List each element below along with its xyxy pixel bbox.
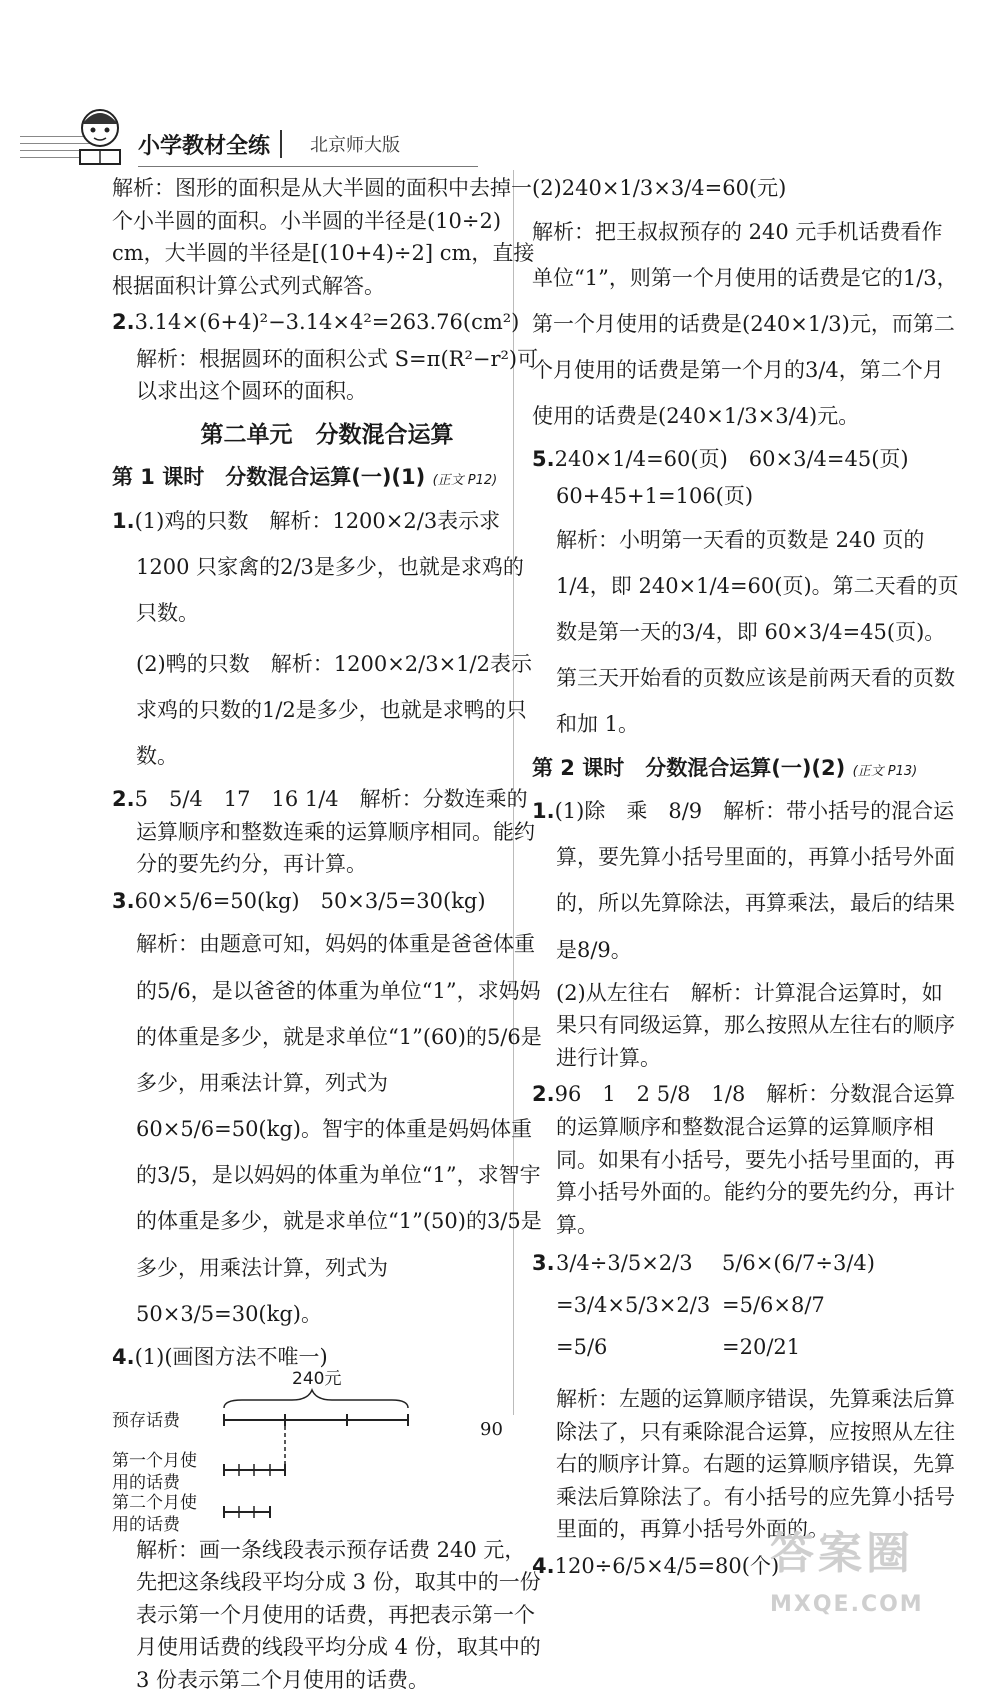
page-header [20,100,470,170]
line-segment-diagram [112,1368,542,1535]
header-separator [280,130,282,158]
item-number: 3. [112,888,135,913]
answer-analysis: 解析：由题意可知，妈妈的体重是爸爸体重的5/6，是以爸爸的体重为单位“1”，求妈妈的体重是多少，就是求单位“1”(60)的5/6是多少，用乘法计算，列式为 60×5/6=50(kg)。智宇的体重是妈妈体重的3/5，是以妈妈的体重为单位“1”，求智宇的体重是多少，就是求单位“1”(50)的3/5是多少，用乘法计算，列式为50×3/5=30(kg)。 [136,932,542,1326]
watermark-site: MXQE.COM [770,1592,924,1618]
answer-text: (2)鸭的只数 解析：1200×2/3×1/2表示求鸡的只数的1/2是多少，也就是求鸭的只数。 [136,651,532,768]
lesson-ref: (正文 P12) [432,473,498,489]
lesson-title: 第 1 课时 分数混合运算(一)(1) [112,465,426,490]
calc-block [532,1247,962,1377]
answer-text: 240×1/4=60(页) 60×3/4=45(页) [554,447,909,472]
answer-analysis: 解析：小明第一天看的页数是 240 页的1/4，即 240×1/4=60(页)。第二天看的页数是第一天的3/4，即 60×3/4=45(页)。第三天开始看的页数应该是前两天看的页数和加 1。 [556,527,959,737]
answer-text: 5 5/4 17 16 1/4 解析：分数连乘的运算顺序和整数连乘的运算顺序相同。能约分的要先约分，再计算。 [134,787,535,877]
watermark-logo [770,1520,980,1618]
answer-analysis: 解析：把王叔叔预存的 240 元手机话费看作单位“1”，则第一个月使用的话费是它的1/3，第一个月使用的话费是(240×1/3)元，而第二个月使用的话费是第一个月的3/4，第二个月使用的话费是(240×1/3×3/4)元。 [532,219,958,429]
calc-left-step: =3/4×5/3×2/3 [556,1293,711,1318]
header-underline [138,166,478,167]
answer-text: 60+45+1=106(页) [556,484,754,509]
answer-analysis: 解析：画一条线段表示预存话费 240 元，先把这条线段平均分成 3 份，取其中的一份表示第一个月使用的话费，再把表示第一个月使用话费的线段平均分成 4 份，取其中的 3 份表示第二个月使用的话费。 [136,1537,541,1692]
calc-right-step: =20/21 [722,1335,801,1360]
item-number: 2. [112,787,135,812]
diagram-row-label: 第二个月使用的话费 [112,1492,197,1535]
item-number: 2. [532,1082,555,1107]
answer-analysis: 解析：左题的运算顺序错误，先算乘法后算除法了，只有乘除混合运算，应按照从左往右的顺序计算。右题的运算顺序错误，先算乘法后算除法了。有小括号的应先算小括号里面的，再算小括号外面的。 [556,1387,955,1542]
answer-item [112,885,542,918]
answer-text: (1)除 乘 8/9 解析：带小括号的混合运算，要先算小括号里面的，再算小括号外面的，所以先算除法，再算乘法，最后的结果是8/9。 [554,799,955,962]
answer-text: 60×5/6=50(kg) 50×3/5=30(kg) [134,888,486,913]
item-number: 4. [112,1345,135,1370]
left-column [112,172,542,1700]
lesson-title: 第 2 课时 分数混合运算(一)(2) [532,755,846,780]
item-number: 1. [112,509,135,534]
answer-text: 96 1 2 5/8 1/8 解析：分数混合运算的运算顺序和整数混合运算的运算顺序相同。如果有小括号，要先小括号里面的，再算小括号外面的。能约分的要先约分，再计算。 [554,1082,956,1237]
answer-text: 120÷6/5×4/5=80(个) [554,1553,780,1578]
answer-text: (1)(画图方法不唯一) [134,1345,328,1370]
answer-text: (1)鸡的只数 解析：1200×2/3表示求 1200 只家禽的2/3是多少，也就是求鸡的只数。 [134,509,524,626]
item-number: 2. [112,310,135,335]
diagram-row-label: 预存话费 [112,1410,180,1431]
answer-text: (2)240×1/3×3/4=60(元) [532,176,787,200]
page-number: 90 [480,1419,503,1440]
answer-item [532,788,962,973]
calc-left-step: 3/4÷3/5×2/3 [556,1251,693,1276]
diagram-row-label: 第一个月使用的话费 [112,1450,197,1493]
item-number: 5. [532,447,555,472]
answer-text: (2)从左往右 解析：计算混合运算时，如果只有同级运算，那么按照从左往右的顺序进行计算。 [556,980,955,1070]
lesson-ref: (正文 P13) [852,763,918,779]
lesson-heading [532,752,962,785]
answer-analysis: 解析：根据圆环的面积公式 S=π(R²−r²)可以求出这个圆环的面积。 [136,346,539,404]
diagram-total-label: 240元 [292,1368,342,1389]
calc-right-step: =5/6×8/7 [722,1293,825,1318]
answer-text: 3.14×(6+4)²−3.14×4²=263.76(cm²) [134,310,520,335]
answer-analysis: 解析：图形的面积是从大半圆的面积中去掉一个小半圆的面积。小半圆的半径是(10÷2) cm，大半圆的半径是[(10+4)÷2] cm，直接根据面积计算公式列式解答。 [112,176,535,298]
answer-item [112,498,542,637]
book-title: 小学教材全练 [138,134,271,159]
unit-title: 第二单元 分数混合运算 [200,421,454,448]
calc-left-step: =5/6 [556,1335,608,1360]
book-edition: 北京师大版 [310,135,400,156]
lesson-heading [112,461,542,494]
item-number: 3. [532,1251,555,1276]
mascot-icon [60,100,140,170]
right-column [532,172,962,1586]
answer-item [112,306,542,339]
answer-item [532,443,962,476]
calc-right-step: 5/6×(6/7÷3/4) [722,1251,875,1276]
answer-item [532,1078,962,1241]
answer-item [112,783,542,881]
watermark-main: 答案圈 [770,1528,914,1579]
item-number: 1. [532,799,555,824]
item-number: 4. [532,1553,555,1578]
